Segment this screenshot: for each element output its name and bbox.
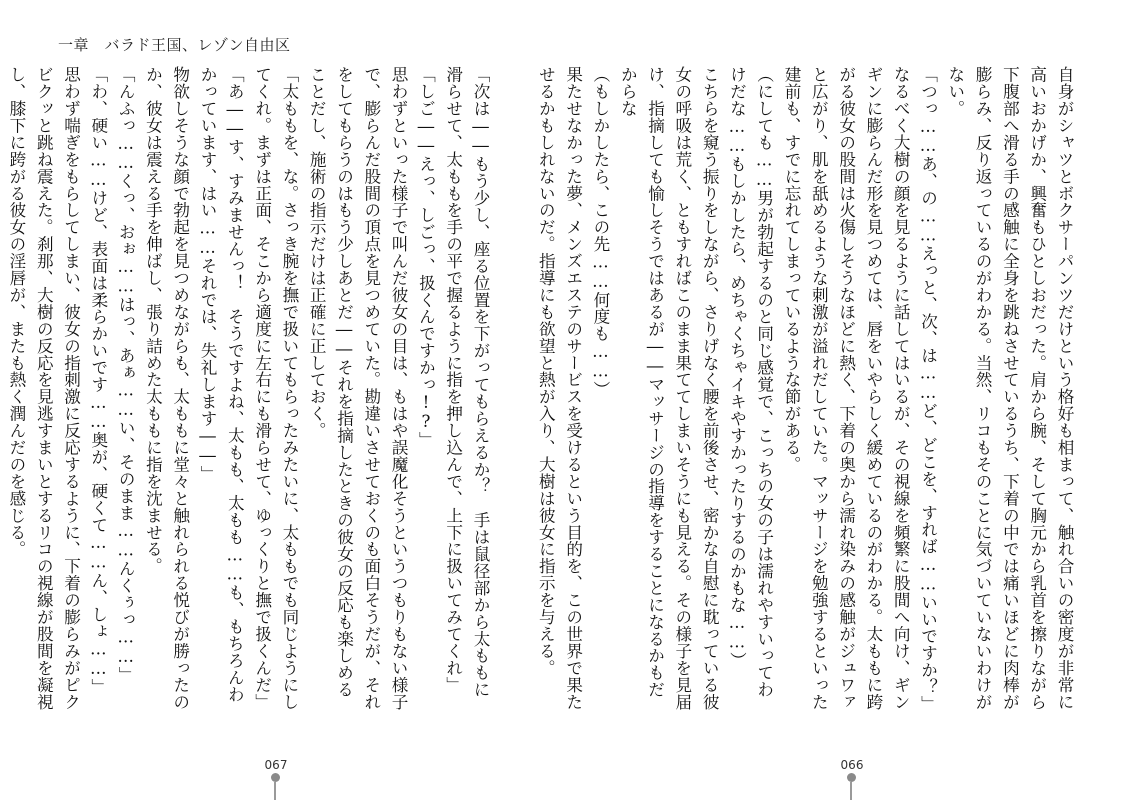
paragraph: 「あ――す、すみませんっ！ そうですよね、太もも、太もも……も、もちろんわかっています、はい……それでは、失礼します――」 bbox=[198, 66, 245, 703]
page-marker-dot bbox=[271, 773, 280, 782]
right-page bbox=[536, 0, 1135, 800]
paragraph: 果たせなかった夢、メンズエステのサービスを受けるという目的を、この世界で果たせるかもしれないのだ。指導にも欲望と熱が入り、大樹は彼女に指示を与える。 bbox=[536, 66, 583, 711]
paragraph: 「んふっ……くっ、おぉ……はっ、あぁ……い、そのまま……んくぅっ……」 bbox=[116, 66, 136, 684]
page-marker-dot bbox=[847, 773, 856, 782]
chapter-header: 一章 バラド王国、レゾン自由区 bbox=[58, 36, 291, 54]
page-number: 067 bbox=[264, 758, 288, 772]
paragraph: なるべく大樹の顔を見るように話してはいるが、その視線を頻繁に股間へ向け、ギンギンに膨らんだ形を見つめては、唇をいやらしく緩めているのがわかる。太ももに跨がる彼女の股間は火傷しそうなほどに熱く、下着の奥から濡れ染みの感触がジュワァと広がり、肌を舐めるような刺激が溢れだしていた。マッサージを勉強するといった建前も、すでに忘れてしまっているような節がある。 bbox=[782, 66, 911, 711]
paragraph: 思わず喘ぎをもらしてしまい、彼女の指刺激に反応するように、下着の膨らみがピクビクッと跳ね震えた。刹那、大樹の反応を見逃すまいとするリコの視線が股間を凝視し、膝下に跨がる彼女の淫唇が、またも熱く潤んだのを感じる。 bbox=[6, 66, 81, 711]
paragraph: 物欲しそうな顔で勃起を見つめながらも、太ももに堂々と触れられる悦びが勝ったのか、彼女は震える手を伸ばし、張り詰めた太ももに指を沈ませる。 bbox=[143, 66, 190, 711]
paragraph: （もしかしたら、この先……何度も……） bbox=[590, 66, 610, 398]
right-page-text bbox=[536, 66, 1078, 714]
paragraph: 「つっ……あ、の……えっと、次、は……ど、どこを、すれば……いいですか？」 bbox=[918, 66, 938, 713]
page-number: 066 bbox=[840, 758, 864, 772]
left-page-text bbox=[6, 66, 494, 714]
page-marker-line bbox=[274, 782, 276, 800]
paragraph: こちらを窺う振りをしながら、さりげなく腰を前後させ、密かな自慰に耽っている彼女の呼吸は荒く、ともすればこのまま果ててしまいそうにも見える。その様子を見届け、指摘しても愉しそうではあるが――マッサージの指導をすることになるかもだからな bbox=[618, 66, 720, 711]
paragraph: 自身がシャツとボクサーパンツだけという格好も相まって、触れ合いの密度が非常に高いおかげか、興奮もひとしおだった。肩から腕、そして胸元から乳首を擦りながら下腹部へ滑る手の感触に全身を跳ねさせているうち、下着の中では痛いほどに肉棒が膨らみ、反り返っているのがわかる。当然、リコもそのことに気づいていないわけがない。 bbox=[945, 66, 1074, 711]
paragraph: 思わずといった様子で叫んだ彼女の目は、もはや誤魔化そうというつもりもない様子で、膨らんだ股間の頂点を見つめていた。勘違いさせておくのも面白そうだが、それをしてもらうのはもう少しあとだ――それを指摘したときの彼女の反応も楽しめることだし、施術の指示だけは正確に正しておく。 bbox=[307, 66, 409, 711]
paragraph: 「太ももを、な。さっき腕を撫で扱いてもらったみたいに、太ももでも同じようにしてくれ。まずは正面、そこから適度に左右にも滑らせて、ゆっくりと撫で扱くんだ」 bbox=[252, 66, 299, 711]
paragraph: 「しご――えっ、しごっ、扱くんですかっ!?」 bbox=[416, 66, 436, 449]
left-page bbox=[0, 0, 567, 800]
paragraph: （にしても……男が勃起するのと同じ感覚で、こっちの女の子は濡れやすいってわけだな……もしかしたら、めちゃくちゃイキやすかったりするのかもな……） bbox=[727, 66, 774, 698]
page-marker-line bbox=[850, 782, 852, 800]
paragraph: 「次は――もう少し、座る位置を下がってもらえるか？ 手は鼠径部から太ももに滑らせて、太ももを手の平で握るように指を押し込んで、上下に扱いてみてくれ」 bbox=[443, 66, 490, 698]
paragraph: 「わ、硬い……けど、表面は柔らかいです……奥が、硬くて……ん、しょ……」 bbox=[88, 66, 108, 696]
